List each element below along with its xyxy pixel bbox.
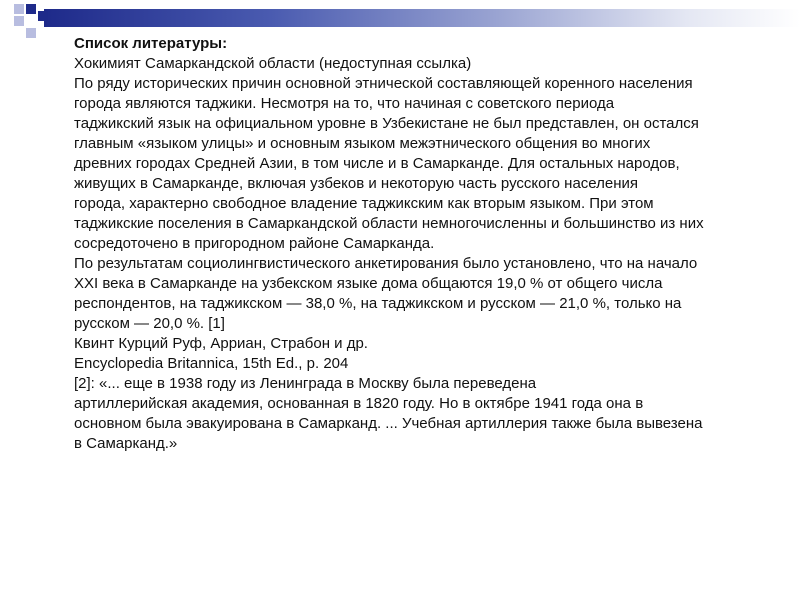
- text-line: в Самарканд.»: [74, 435, 178, 452]
- text-line: главным «языком улицы» и основным языком межэтнического общения во многих: [74, 135, 651, 152]
- decor-square: [26, 4, 36, 14]
- text-line: Encyclopedia Britannica, 15th Ed., p. 204: [74, 355, 349, 372]
- text-line: древних городах Средней Азии, в том числе и в Самарканде. Для остальных народов,: [74, 155, 680, 172]
- text-line: По ряду исторических причин основной этнической составляющей коренного населения: [74, 75, 693, 92]
- decor-square: [26, 28, 36, 38]
- text-line: Хокимият Самаркандской области (недоступная ссылка): [74, 55, 472, 72]
- header-decoration: [0, 0, 800, 34]
- slide-heading: Список литературы:: [74, 35, 228, 52]
- text-line: русском — 20,0 %. [1]: [74, 315, 225, 332]
- decor-square: [14, 4, 24, 14]
- text-line: По результатам социолингвистического анкетирования было установлено, что на начало: [74, 255, 698, 272]
- header-gradient-bar: [44, 9, 800, 27]
- decor-square: [14, 16, 24, 26]
- text-line: [2]: «... еще в 1938 году из Ленинграда в Москву была переведена: [74, 375, 537, 392]
- text-line: сосредоточено в пригородном районе Самарканда.: [74, 235, 435, 252]
- text-line: таджикские поселения в Самаркандской области немногочисленны и большинство из них: [74, 215, 704, 232]
- text-line: основном была эвакуирована в Самарканд. ... Учебная артиллерия также была вывезена: [74, 415, 703, 432]
- decor-square: [38, 11, 48, 21]
- text-line: живущих в Самарканде, включая узбеков и некоторую часть русского населения: [74, 175, 639, 192]
- text-line: Квинт Курций Руф, Арриан, Страбон и др.: [74, 335, 368, 352]
- text-line: артиллерийская академия, основанная в 1820 году. Но в октябре 1941 года она в: [74, 395, 644, 412]
- slide-body-text: [74, 34, 786, 454]
- text-line: XXI века в Самарканде на узбекском языке дома общаются 19,0 % от общего числа: [74, 275, 663, 292]
- text-line: таджикский язык на официальном уровне в Узбекистане не был представлен, он остался: [74, 115, 699, 132]
- text-line: города, характерно свободное владение таджикским как вторым языком. При этом: [74, 195, 654, 212]
- text-line: респондентов, на таджикском — 38,0 %, на таджикском и русском — 21,0 %, только на: [74, 295, 682, 312]
- text-line: города являются таджики. Несмотря на то, что начиная с советского периода: [74, 95, 615, 112]
